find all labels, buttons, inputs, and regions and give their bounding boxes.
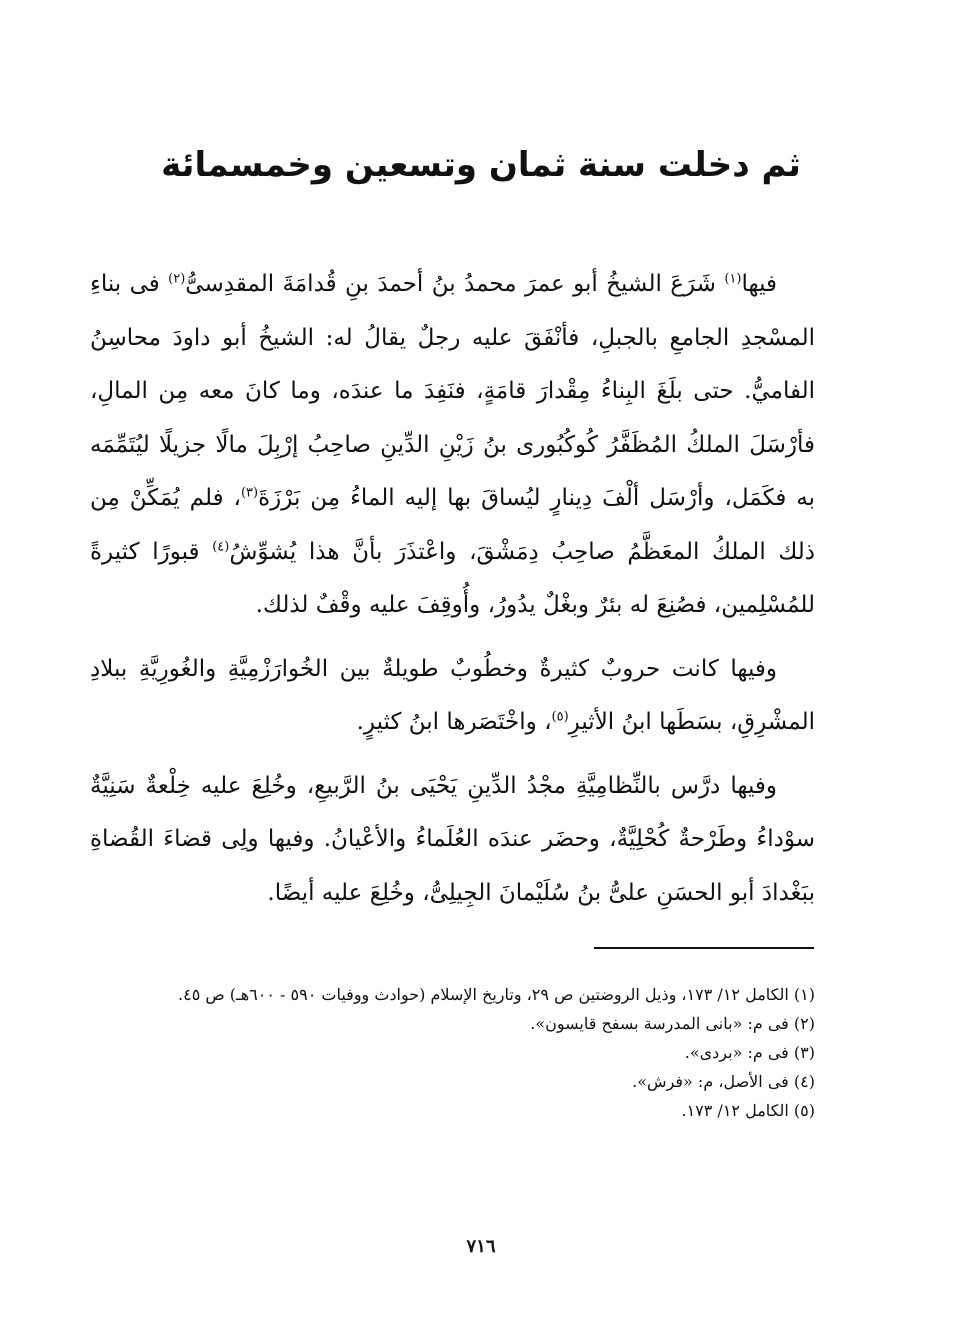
- paragraph: [90, 760, 815, 921]
- paragraph-text: فيها: [741, 271, 778, 297]
- paragraph-text: ، فلم يُمَكِّنْ مِن ذلك الملكُ المعَظَّمُ صاحِبُ دِمَشْقَ، واعْتذَرَ بأنَّ هذا يُشوِّشُ: [90, 485, 815, 565]
- paragraph-text: فى بناءِ المسْجدِ الجامعِ بالجبلِ، فأنْفَقَ عليه رجلٌ يقالُ له: الشيخُ أبو داودَ محاسِنُ الفاميُّ. حتى بلَغَ البِناءُ مِقْدارَ قامَةٍ، فنَفِدَ ما عندَه، وما كانَ معه مِن المالِ، فأرْسَلَ الملكُ المُظَفَّرُ كُوكُبُورى بنُ زَيْنِ الدِّينِ صاحِبُ إرْبِلَ مالًا جزيلًا ليُتَمِّمَه به فكَمَل، وأرْسَل ألْفَ دِينارٍ ليُساقَ بها إليه الماءُ مِن بَرْزَةَ: [90, 271, 816, 511]
- paragraph: [90, 258, 815, 633]
- footnote-item: (٣) فى م: «بردى».: [684, 1043, 815, 1062]
- paragraph-text: قبورًا كثيرةً للمُسْلِمين، فصُنِعَ له بئرٌ وبغْلٌ يدُورُ، وأُوقِفَ عليه وقْفٌ لذلك.: [90, 538, 815, 618]
- footnote-item: (٢) فى م: «بانى المدرسة بسفح قايسون».: [530, 1014, 815, 1033]
- footnote-ref: (١): [724, 271, 742, 287]
- paragraph-text: ، واخْتَصَرها ابنُ كثيرٍ.: [356, 709, 552, 735]
- footnote-ref: (٥): [551, 709, 569, 725]
- footnote-item: (٥) الكامل ١٢/ ١٧٣.: [681, 1101, 815, 1120]
- footnote-item: (٤) فى الأصل، م: «فرش».: [632, 1072, 815, 1091]
- paragraph-text: شَرَعَ الشيخُ أبو عمرَ محمدُ بنُ أحمدَ بنِ قُدامَةَ المقدِسىُّ: [185, 271, 725, 297]
- footnotes-list: [90, 980, 815, 1125]
- paragraph-text: وفيها درَّس بالنِّظامِيَّةِ مجْدُ الدِّينِ يَحْيَى بنُ الرَّبيعِ، وخُلِعَ عليه خِلْعةٌ سَنِيَّةٌ سوْداءُ وطَرْحةٌ كُحْلِيَّةٌ، وحضَر عندَه العُلَماءُ والأعْيانُ. وفيها ولِى قضاءَ القُضاةِ ببَغْدادَ أبو الحسَنِ علىُّ بنُ سُلَيْمانَ الجِيلِىُّ، وخُلِعَ عليه أيضًا.: [90, 772, 815, 906]
- page-number: ٧١٦: [466, 1236, 496, 1257]
- footnote-ref: (٢): [168, 271, 186, 287]
- paragraph: [90, 643, 815, 750]
- body-text: [90, 258, 815, 930]
- chapter-title: ثم دخلت سنة ثمان وتسعين وخمسمائة: [161, 145, 801, 185]
- paragraph-text: وفيها كانت حروبٌ كثيرةٌ وخطُوبٌ طويلةٌ بين الخُوارَزْمِيَّةِ والغُورِيَّةِ ببلادِ المشْرِقِ، بسَطَها ابنُ الأثيرِ: [90, 655, 815, 735]
- footnote-item: (١) الكامل ١٢/ ١٧٣، وذيل الروضتين ص ٢٩، وتاريخ الإسلام (حوادث ووفيات ٥٩٠ - ٦٠٠هـ) ص ٤٥.: [178, 985, 815, 1004]
- footnote-divider: [594, 947, 814, 949]
- footnote-ref: (٤): [212, 538, 230, 554]
- footnote-ref: (٣): [240, 485, 259, 501]
